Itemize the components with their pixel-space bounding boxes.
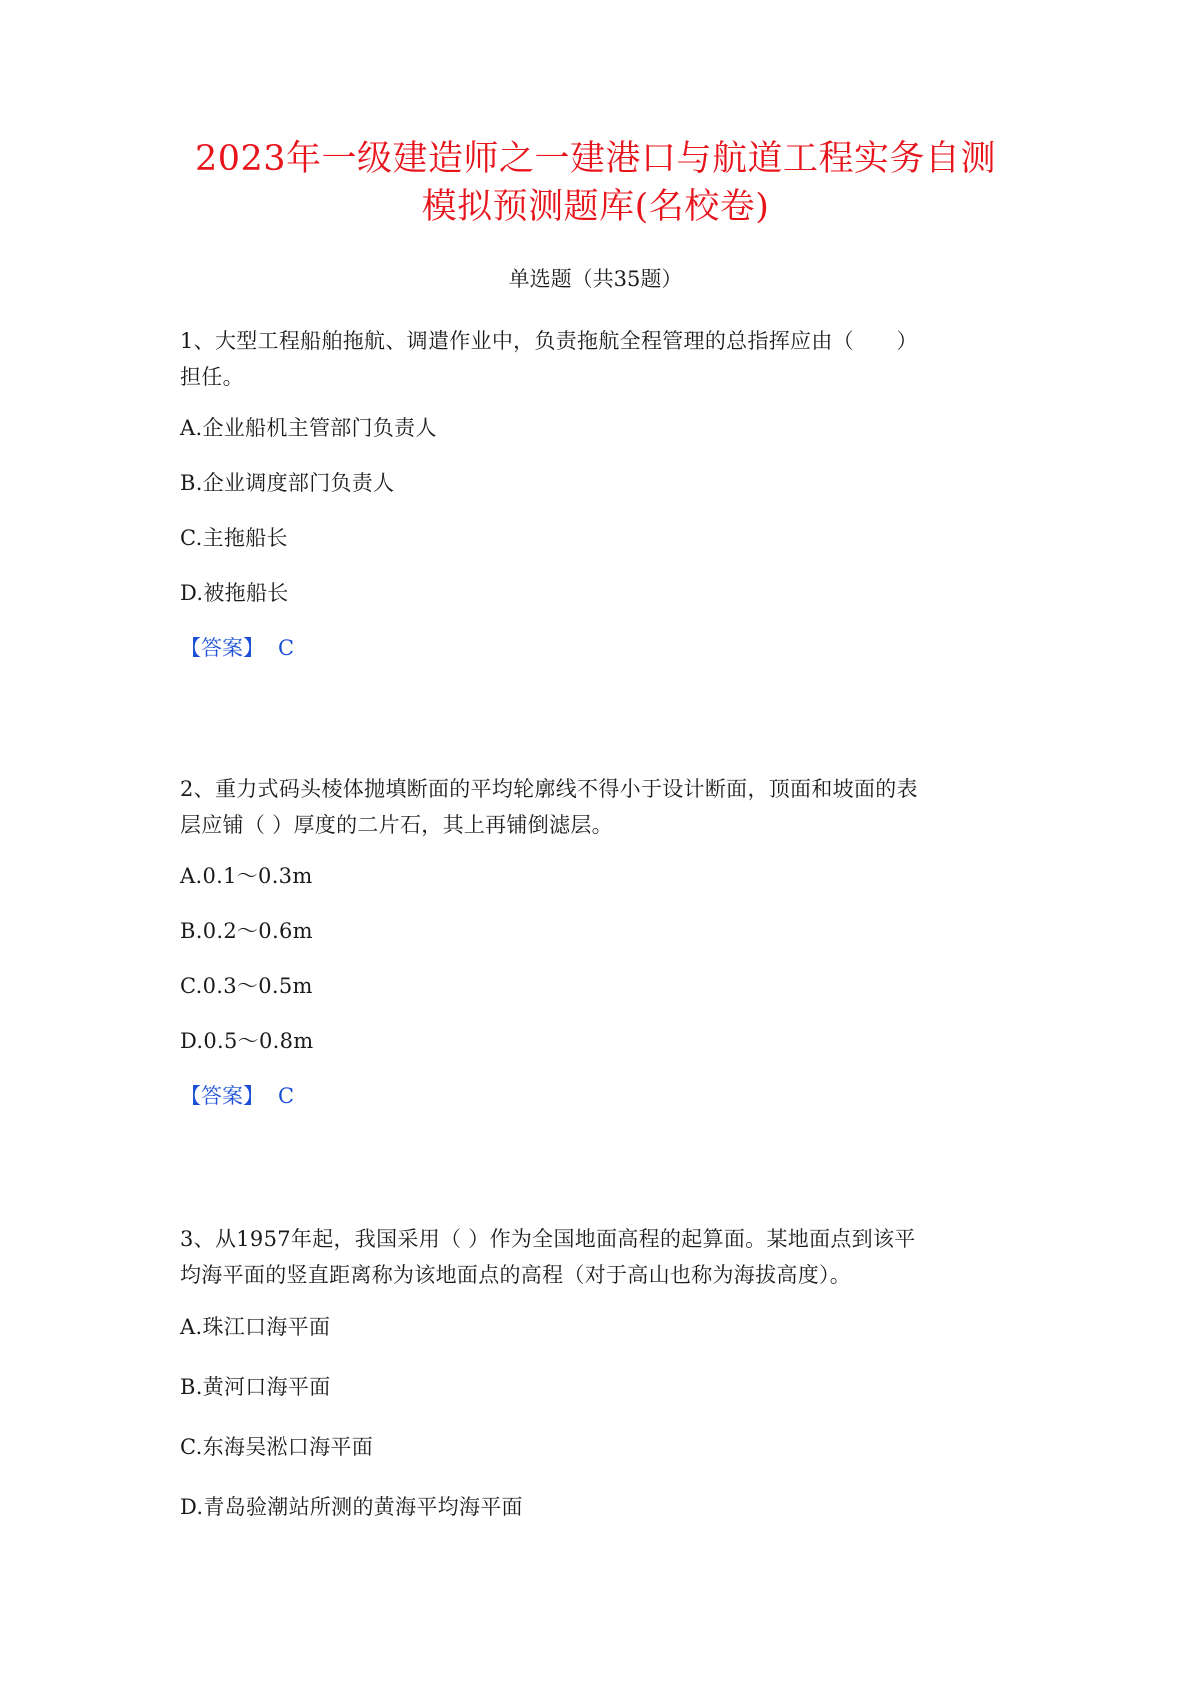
answer-value: C xyxy=(278,636,295,660)
document-title-line-1: 2023年一级建造师之一建港口与航道工程实务自测 xyxy=(194,139,997,179)
question-3-stem-line-2: 均海平面的竖直距离称为该地面点的高程（对于高山也称为海拔高度）。 xyxy=(180,1263,852,1287)
question-2-stem-line-2: 层应铺（ ）厚度的二片石，其上再铺倒滤层。 xyxy=(180,813,613,837)
question-2-option-a: A.0.1～0.3m xyxy=(180,864,313,888)
question-3-option-d: D.青岛验潮站所测的黄海平均海平面 xyxy=(180,1495,523,1519)
question-2-option-b: B.0.2～0.6m xyxy=(180,919,313,943)
question-1-stem-line-2: 担任。 xyxy=(180,365,244,389)
question-3-stem-line-1: 3、从1957年起，我国采用（ ）作为全国地面高程的起算面。某地面点到该平 xyxy=(180,1227,916,1251)
question-1-stem-line-1: 1、大型工程船舶拖航、调遣作业中，负责拖航全程管理的总指挥应由（ ） xyxy=(180,329,918,353)
question-1-option-d: D.被拖船长 xyxy=(180,581,289,605)
section-heading: 单选题（共35题） xyxy=(508,267,683,291)
question-3-option-a: A.珠江口海平面 xyxy=(180,1315,331,1339)
question-3-option-c: C.东海吴淞口海平面 xyxy=(180,1435,373,1459)
question-2-answer xyxy=(180,1081,294,1111)
question-1-option-a: A.企业船机主管部门负责人 xyxy=(180,416,437,440)
document-title-line-2: 模拟预测题库(名校卷) xyxy=(421,187,770,227)
question-1-option-b: B.企业调度部门负责人 xyxy=(180,471,395,495)
answer-value: C xyxy=(278,1084,295,1108)
question-2-option-d: D.0.5～0.8m xyxy=(180,1029,314,1053)
question-3-stem xyxy=(180,1221,1030,1293)
question-3-option-b: B.黄河口海平面 xyxy=(180,1375,331,1399)
answer-tag: 【答案】 xyxy=(180,636,264,660)
question-2-stem-line-1: 2、重力式码头棱体抛填断面的平均轮廓线不得小于设计断面，顶面和坡面的表 xyxy=(180,777,918,801)
question-1-stem xyxy=(180,323,1030,395)
question-2-stem xyxy=(180,771,1030,843)
question-2-option-c: C.0.3～0.5m xyxy=(180,974,313,998)
question-1-option-c: C.主拖船长 xyxy=(180,526,288,550)
question-1-answer xyxy=(180,633,294,663)
answer-tag: 【答案】 xyxy=(180,1084,264,1108)
